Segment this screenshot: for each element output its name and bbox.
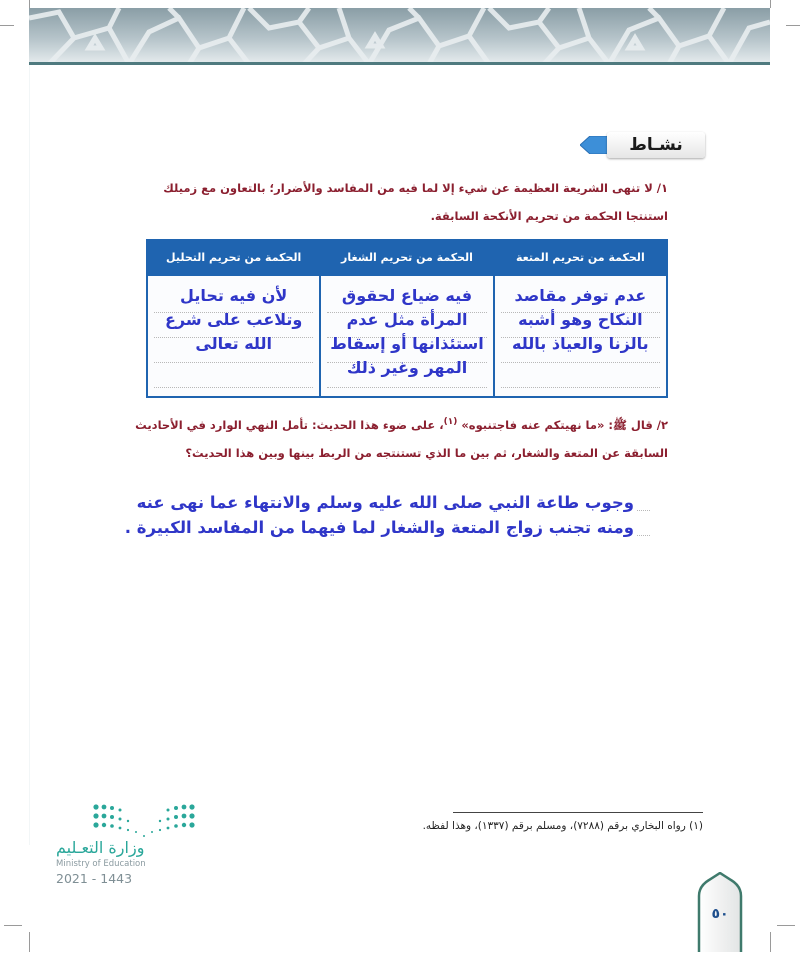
cell-line: المهر وغير ذلك: [346, 358, 468, 377]
cell-answer: [154, 282, 313, 356]
answer-text: وجوب طاعة النبي صلى الله عليه وسلم والانتهاء عما نهى عنه: [136, 493, 634, 512]
activity-title: نشـاط: [607, 132, 705, 158]
cell-answer: [501, 282, 660, 356]
cell-line: عدم توفر مقاصد: [514, 286, 647, 305]
academic-year: 2021 - 1443: [56, 871, 133, 886]
table-row: [147, 275, 667, 397]
answer-cell-mutah[interactable]: [494, 275, 667, 397]
footnote-ref: (١): [443, 417, 458, 427]
answer-line: [124, 511, 650, 537]
question-2-body: ، على ضوء هذا الحديث: تأمل النهي الوارد في الأحاديث السابقة عن المتعة والشغار، ثم بين ما الذي تستنتجه من الربط بينها وبين هذا الحديث؟: [135, 417, 668, 460]
activity-badge: [580, 132, 705, 158]
answer-cell-tahlil[interactable]: [147, 275, 320, 397]
wisdom-table: [146, 239, 668, 398]
answer-text: ومنه تجنب زواج المتعة والشغار لما فيهما من المفاسد الكبيرة .: [124, 518, 634, 537]
footnote: (١) رواه البخاري برقم (٧٢٨٨)، ومسلم برقم (١٣٣٧)، وهذا لفظه.: [422, 820, 703, 832]
ministry-logo: [56, 800, 186, 895]
question-2: [128, 408, 668, 467]
question-2-prefix: ٢/ قال ﷺ: «ما نهيتكم عنه فاجتنبوه»: [461, 417, 668, 432]
question-1: ١/ لا تنهى الشريعة العظيمة عن شيء إلا لما فيه من المفاسد والأضرار؛ بالتعاون مع زميلك استنتجا الحكمة من تحريم الأنكحة السابقة.: [163, 181, 668, 223]
crop-mark: [770, 0, 771, 8]
cell-line: المرأة مثل عدم: [346, 310, 468, 329]
footnote-divider: [453, 812, 703, 813]
cell-line: فيه ضياع لحقوق: [341, 286, 473, 305]
cell-line: استئذانها أو إسقاط: [330, 334, 484, 353]
cell-line: بالزنا والعياذ بالله: [512, 334, 649, 353]
page-margin: [29, 65, 30, 845]
islamic-pattern-icon: [29, 8, 770, 64]
header-mutah: الحكمة من تحريم المتعة: [494, 240, 667, 275]
answer-area[interactable]: [124, 486, 650, 537]
crop-mark: [4, 925, 22, 926]
crop-mark: [777, 925, 795, 926]
crop-mark: [770, 932, 771, 952]
answer-cell-shighar[interactable]: [320, 275, 493, 397]
banner-divider: [29, 62, 770, 65]
crop-mark: [29, 932, 30, 952]
header-tahlil: الحكمة من تحريم التحليل: [147, 240, 320, 275]
page-number: ٥٠: [711, 906, 729, 922]
header-shighar: الحكمة من تحريم الشغار: [320, 240, 493, 275]
crop-mark: [0, 25, 14, 26]
crop-mark: [786, 25, 800, 26]
cell-line: لأن فيه تحايل: [180, 286, 288, 305]
crop-mark: [29, 0, 30, 8]
cell-line: النكاح وهو أشبه: [518, 310, 643, 329]
cell-line: الله تعالى: [195, 334, 272, 353]
decorative-banner: [29, 8, 770, 64]
ministry-name-english: Ministry of Education: [56, 859, 146, 869]
table-header-row: [147, 240, 667, 275]
ministry-name-arabic: وزارة التعـليم: [56, 838, 145, 857]
ministry-dots-icon: [92, 803, 202, 843]
cell-answer: [327, 282, 486, 380]
page-number-tab: [697, 872, 743, 952]
cell-line: وتلاعب على شرع: [164, 310, 303, 329]
answer-line: [136, 486, 650, 512]
